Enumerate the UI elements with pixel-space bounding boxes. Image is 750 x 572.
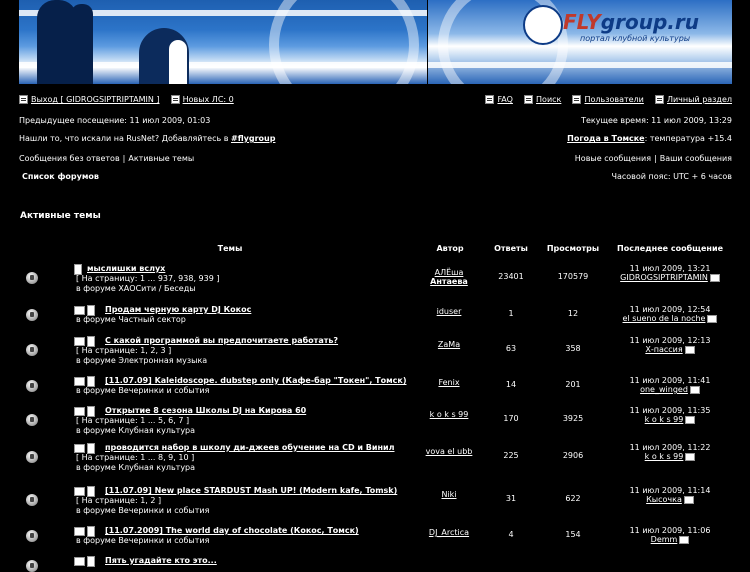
- forum-prefix: в форуме: [76, 284, 119, 293]
- topic-title-link[interactable]: мыслишки вслух: [87, 264, 166, 273]
- new-post-icon[interactable]: [74, 487, 85, 496]
- topic-pages[interactable]: [ На странице: 1 ... 5, 6, 7 ]: [76, 416, 190, 425]
- author-link[interactable]: vova el ubb: [425, 447, 473, 456]
- last-post-user-link[interactable]: Кысочка: [646, 495, 682, 504]
- author-link[interactable]: iduser: [436, 307, 462, 316]
- topic-last-post: [610, 443, 730, 461]
- forum-prefix: в форуме: [76, 315, 119, 324]
- search-link[interactable]: Поиск: [536, 95, 562, 104]
- topic-forum: [76, 463, 195, 472]
- col-replies-header: Ответы: [494, 244, 528, 253]
- topic-author: [419, 447, 479, 456]
- topic-status-icon: [26, 344, 38, 356]
- banner-right: [428, 0, 732, 84]
- topic-author: [419, 378, 479, 387]
- banner-left: [19, 0, 427, 84]
- author-link[interactable]: Niki: [441, 490, 457, 499]
- topic-status-icon: [26, 380, 38, 392]
- topic-forum: [76, 426, 195, 435]
- last-post-date: 11 июл 2009, 12:54: [629, 305, 711, 314]
- silhouette-figure: [71, 4, 93, 84]
- go-to-post-icon[interactable]: [684, 496, 694, 504]
- topic-last-post: [610, 486, 730, 504]
- topic-replies: 4: [508, 530, 514, 539]
- forum-link[interactable]: Вечеринки и события: [118, 536, 210, 545]
- author-link[interactable]: АЛЁша: [434, 268, 464, 277]
- topic-pages[interactable]: [ На странице: 1, 2, 3 ]: [76, 346, 172, 355]
- section-title: Активные темы: [20, 211, 101, 221]
- current-time-text: Текущее время: 11 июл 2009, 13:29: [581, 116, 732, 125]
- topic-views: 2906: [562, 451, 584, 460]
- topic-replies: 170: [503, 414, 519, 423]
- site-logo[interactable]: FLYgroup.ru: [563, 10, 699, 34]
- message-icon: [171, 95, 180, 104]
- topic-views: 3925: [562, 414, 584, 423]
- nav-links-row: Сообщения без ответов | Активные темы Новые сообщения | Ваши сообщения: [19, 154, 732, 163]
- col-author-header: Автор: [436, 244, 464, 253]
- topic-status-icon: [26, 560, 38, 572]
- butterfly-logo-icon: [523, 5, 563, 45]
- topic-pages[interactable]: [ На странице: 1, 2 ]: [76, 496, 162, 505]
- top-right-links: [485, 95, 732, 104]
- faq-link[interactable]: FAQ: [497, 95, 513, 104]
- forum-prefix: в форуме: [76, 506, 119, 515]
- author-link[interactable]: k o k s 99: [429, 410, 469, 419]
- forum-link[interactable]: Клубная культура: [118, 463, 196, 472]
- forum-link[interactable]: Вечеринки и события: [118, 506, 210, 515]
- go-to-post-icon[interactable]: [690, 386, 700, 394]
- last-post-date: 11 июл 2009, 11:41: [629, 376, 711, 385]
- go-to-post-icon[interactable]: [685, 453, 695, 461]
- topic-last-post: [610, 376, 730, 394]
- topic-last-post: [610, 305, 730, 323]
- faq-icon: [485, 95, 494, 104]
- unanswered-link[interactable]: Сообщения без ответов: [19, 154, 120, 163]
- last-post-user-link[interactable]: k o k s 99: [644, 452, 684, 461]
- topic-last-post: [610, 336, 730, 354]
- last-post-user-link[interactable]: Demm: [650, 535, 678, 544]
- last-post-user-link[interactable]: Х-пассия: [645, 345, 683, 354]
- topic-views: 201: [565, 380, 581, 389]
- topic-forum: [76, 506, 209, 515]
- attachment-icon: [87, 556, 95, 567]
- topic-views: 154: [565, 530, 581, 539]
- topic-last-post: [610, 526, 730, 544]
- author-link[interactable]: ZaMa: [437, 340, 461, 349]
- irc-note-text: Нашли то, что искали на RusNet? Добавляйтесь в: [19, 134, 232, 143]
- forum-link[interactable]: Клубная культура: [118, 426, 196, 435]
- visit-info-row: [19, 116, 732, 128]
- topic-views: 12: [567, 309, 579, 318]
- forum-prefix: в форуме: [76, 536, 119, 545]
- topic-title-link[interactable]: проводится набор в школу ди-джеев обучение на CD и Винил: [105, 443, 395, 452]
- forum-prefix: в форуме: [76, 356, 119, 365]
- last-post-user-link[interactable]: el sueno de la noche: [622, 314, 706, 323]
- go-to-post-icon[interactable]: [710, 274, 720, 282]
- users-link[interactable]: Пользователи: [584, 95, 644, 104]
- last-post-date: 11 июл 2009, 13:21: [629, 264, 711, 273]
- forum-prefix: в форуме: [76, 463, 119, 472]
- timezone-text: Часовой пояс: UTC + 6 часов: [611, 172, 732, 181]
- topic-status-icon: [26, 494, 38, 506]
- topic-author: [419, 340, 479, 349]
- users-icon: [572, 95, 581, 104]
- topic-title-link[interactable]: Продам черную карту DJ Кокос: [105, 305, 252, 314]
- irc-channel-link[interactable]: #flygroup: [231, 134, 276, 143]
- topic-pages[interactable]: [ На странице: 1 ... 8, 9, 10 ]: [76, 453, 195, 462]
- logout-link[interactable]: Выход [ GIDROGSIPTRIPTAMIN ]: [31, 95, 160, 104]
- topic-status-icon: [26, 414, 38, 426]
- topic-status-icon: [26, 530, 38, 542]
- go-to-post-icon[interactable]: [707, 315, 717, 323]
- new-posts-link[interactable]: Новые сообщения: [574, 154, 652, 163]
- profile-link[interactable]: Личный раздел: [666, 95, 732, 104]
- forum-prefix: в форуме: [76, 426, 119, 435]
- top-nav-row: [19, 95, 732, 107]
- topic-replies: 1: [508, 309, 514, 318]
- last-post-date: 11 июл 2009, 11:35: [629, 406, 711, 415]
- new-pm-link[interactable]: Новых ЛС: 0: [182, 95, 234, 104]
- topic-title-link[interactable]: С какой программой вы предпочитаете работать?: [105, 336, 339, 345]
- topic-author: [419, 410, 479, 419]
- topic-author: [419, 268, 479, 286]
- profile-icon: [655, 95, 664, 104]
- forum-list-link[interactable]: Список форумов: [22, 172, 99, 181]
- topic-views: 622: [565, 494, 581, 503]
- last-post-date: 11 июл 2009, 11:14: [629, 486, 711, 495]
- silhouette-figure: [169, 40, 187, 84]
- breadcrumb-row: [19, 172, 732, 184]
- go-to-post-icon[interactable]: [685, 346, 695, 354]
- banner-stripe: [428, 62, 732, 68]
- new-post-icon[interactable]: [74, 337, 85, 346]
- weather-text: : температура +15.4: [644, 134, 732, 143]
- new-post-icon[interactable]: [74, 377, 85, 386]
- last-post-user-link[interactable]: k o k s 99: [644, 415, 684, 424]
- topic-forum: [76, 356, 207, 365]
- topic-title-link[interactable]: [11.07.09] Kaleidoscope. dubstep only (Кафе-бар "Токен", Томск): [105, 376, 407, 385]
- topic-title-link[interactable]: [11.07.2009] The world day of chocolate (Кокос, Томск): [105, 526, 359, 535]
- new-post-icon[interactable]: [74, 527, 85, 536]
- topic-forum: [76, 536, 209, 545]
- forum-link[interactable]: Частный сектор: [118, 315, 186, 324]
- topic-title-link[interactable]: [11.07.09] New place STARDUST Mash UP! (Modern kafe, Tomsk): [105, 486, 398, 495]
- topic-replies: 14: [505, 380, 517, 389]
- last-post-user-link[interactable]: one_winged: [640, 385, 688, 394]
- author-link[interactable]: Антаева: [430, 277, 468, 286]
- topic-icons: [74, 556, 97, 567]
- topic-views: 170579: [557, 272, 589, 281]
- topic-replies: 63: [505, 344, 517, 353]
- last-post-date: 11 июл 2009, 11:06: [629, 526, 711, 535]
- forum-link[interactable]: Электронная музыка: [118, 356, 208, 365]
- last-visit-text: Предыдущее посещение: 11 июл 2009, 01:03: [19, 116, 211, 125]
- topic-replies: 225: [503, 451, 519, 460]
- author-link[interactable]: DJ_Arctica: [428, 528, 470, 537]
- new-post-icon[interactable]: [74, 407, 85, 416]
- forum-link[interactable]: ХАОСити / Беседы: [118, 284, 196, 293]
- topic-title-link[interactable]: Открытие 8 сезона Школы DJ на Кирова 60: [105, 406, 307, 415]
- new-post-icon[interactable]: [74, 306, 85, 315]
- new-post-icon[interactable]: [74, 557, 85, 566]
- logout-icon: [19, 95, 28, 104]
- col-views-header: Просмотры: [546, 244, 600, 253]
- weather-link[interactable]: Погода в Томске: [567, 134, 645, 143]
- topic-forum: [76, 284, 196, 293]
- topic-forum: [76, 386, 209, 395]
- go-to-post-icon[interactable]: [679, 536, 689, 544]
- your-posts-link[interactable]: Ваши сообщения: [659, 154, 732, 163]
- topic-forum: [76, 315, 186, 324]
- topic-author: [419, 307, 479, 316]
- forum-prefix: в форуме: [76, 386, 119, 395]
- topic-replies: 31: [505, 494, 517, 503]
- topic-title-link[interactable]: Пять угадайте кто это...: [105, 556, 217, 565]
- go-to-post-icon[interactable]: [685, 416, 695, 424]
- topic-pages[interactable]: [ На страницу: 1 ... 937, 938, 939 ]: [76, 274, 220, 283]
- topic-author: [419, 490, 479, 499]
- topic-views: 358: [565, 344, 581, 353]
- col-topics-header: Темы: [217, 244, 243, 253]
- new-post-icon[interactable]: [74, 444, 85, 453]
- last-post-user-link[interactable]: GIDROGSIPTRIPTAMIN: [620, 273, 708, 282]
- topic-replies: 23401: [498, 272, 524, 281]
- topic-last-post: [610, 406, 730, 424]
- topic-status-icon: [26, 272, 38, 284]
- notice-row: [19, 134, 732, 146]
- topic-last-post: [610, 264, 730, 282]
- last-post-date: 11 июл 2009, 12:13: [629, 336, 711, 345]
- last-post-date: 11 июл 2009, 11:22: [629, 443, 711, 452]
- site-tagline: портал клубной культуры: [580, 34, 691, 43]
- search-icon: [524, 95, 533, 104]
- forum-link[interactable]: Вечеринки и события: [118, 386, 210, 395]
- col-lastpost-header: Последнее сообщение: [617, 244, 723, 253]
- topic-author: [419, 528, 479, 537]
- topic-status-icon: [26, 451, 38, 463]
- active-topics-link[interactable]: Активные темы: [128, 154, 195, 163]
- author-link[interactable]: Fenix: [438, 378, 460, 387]
- topic-status-icon: [26, 309, 38, 321]
